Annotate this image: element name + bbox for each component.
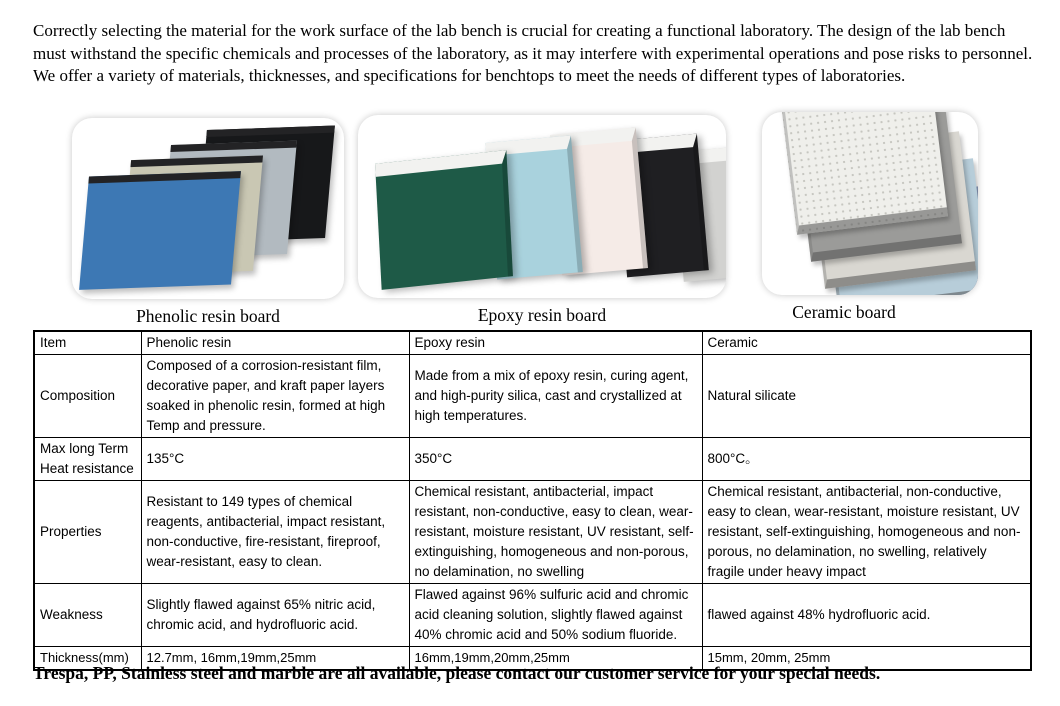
- cell-ceramic: 15mm, 20mm, 25mm: [702, 647, 1031, 671]
- product-epoxy: [358, 110, 726, 326]
- cell-phenolic: 12.7mm, 16mm,19mm,25mm: [141, 647, 409, 671]
- header-item: Item: [34, 331, 141, 355]
- board-swatch: [780, 112, 948, 235]
- board-swatch: [375, 150, 513, 290]
- row-label: Properties: [34, 481, 141, 584]
- row-label: Thickness(mm): [34, 647, 141, 671]
- product-ceramic: [762, 110, 978, 323]
- product-caption-phenolic: Phenolic resin board: [136, 306, 280, 326]
- table-row-heat-resistance: [34, 438, 1031, 481]
- row-label: Composition: [34, 355, 141, 438]
- header-phenolic: Phenolic resin: [141, 331, 409, 355]
- cell-epoxy: 16mm,19mm,20mm,25mm: [409, 647, 702, 671]
- cell-phenolic: Composed of a corrosion-resistant film, decorative paper, and kraft paper layers soaked in phenolic resin, formed at high Temp and pressure.: [141, 355, 409, 438]
- ceramic-board-image: [762, 112, 978, 295]
- cell-ceramic: Natural silicate: [702, 355, 1031, 438]
- product-phenolic: [72, 110, 344, 327]
- board-swatch: [79, 171, 241, 290]
- row-label: Weakness: [34, 584, 141, 647]
- cell-ceramic: Chemical resistant, antibacterial, non-conductive, easy to clean, wear-resistant, moisture resistant, UV resistant, self-extinguishing, homogeneous and non-porous, no delamination, no swelling, relatively fragile under heavy impact: [702, 481, 1031, 584]
- product-caption-ceramic: Ceramic board: [792, 302, 896, 322]
- footer-note: Trespa, PP, Stainless steel and marble are all available, please contact our customer service for your special needs.: [33, 663, 881, 683]
- cell-phenolic: 135°C: [141, 438, 409, 481]
- table-row-composition: [34, 355, 1031, 438]
- cell-epoxy: Made from a mix of epoxy resin, curing agent, and high-purity silica, cast and crystallized at high temperatures.: [409, 355, 702, 438]
- product-gallery: [0, 110, 1060, 328]
- header-ceramic: Ceramic: [702, 331, 1031, 355]
- cell-epoxy: Flawed against 96% sulfuric acid and chromic acid cleaning solution, slightly flawed against 40% chromic acid and 50% sodium fluoride.: [409, 584, 702, 647]
- table-header-row: [34, 331, 1031, 355]
- epoxy-board-image: [358, 115, 726, 298]
- intro-paragraph: Correctly selecting the material for the work surface of the lab bench is crucial for creating a functional laboratory. The design of the lab bench must withstand the specific chemicals and processes of the laboratory, as it may interfere with experimental operations and pose risks to personnel. We offer a variety of materials, thicknesses, and specifications for benchtops to meet the needs of different types of laboratories.: [33, 21, 1033, 85]
- cell-phenolic: Resistant to 149 types of chemical reagents, antibacterial, impact resistant, non-conductive, fire-resistant, fireproof, wear-resistant, easy to clean.: [141, 481, 409, 584]
- table-row-properties: [34, 481, 1031, 584]
- header-epoxy: Epoxy resin: [409, 331, 702, 355]
- phenolic-board-image: [72, 118, 344, 299]
- cell-ceramic: 800°C。: [702, 438, 1031, 481]
- cell-epoxy: Chemical resistant, antibacterial, impact resistant, non-conductive, easy to clean, wear-resistant, moisture resistant, UV resistant, self-extinguishing, homogeneous and non-porous, no delamination, no swelling: [409, 481, 702, 584]
- product-caption-epoxy: Epoxy resin board: [477, 305, 607, 325]
- row-label: Max long Term Heat resistance: [34, 438, 141, 481]
- cell-epoxy: 350°C: [409, 438, 702, 481]
- cell-phenolic: Slightly flawed against 65% nitric acid, chromic acid, and hydrofluoric acid.: [141, 584, 409, 647]
- material-comparison-table: [33, 330, 1032, 671]
- table-row-weakness: [34, 584, 1031, 647]
- cell-ceramic: flawed against 48% hydrofluoric acid.: [702, 584, 1031, 647]
